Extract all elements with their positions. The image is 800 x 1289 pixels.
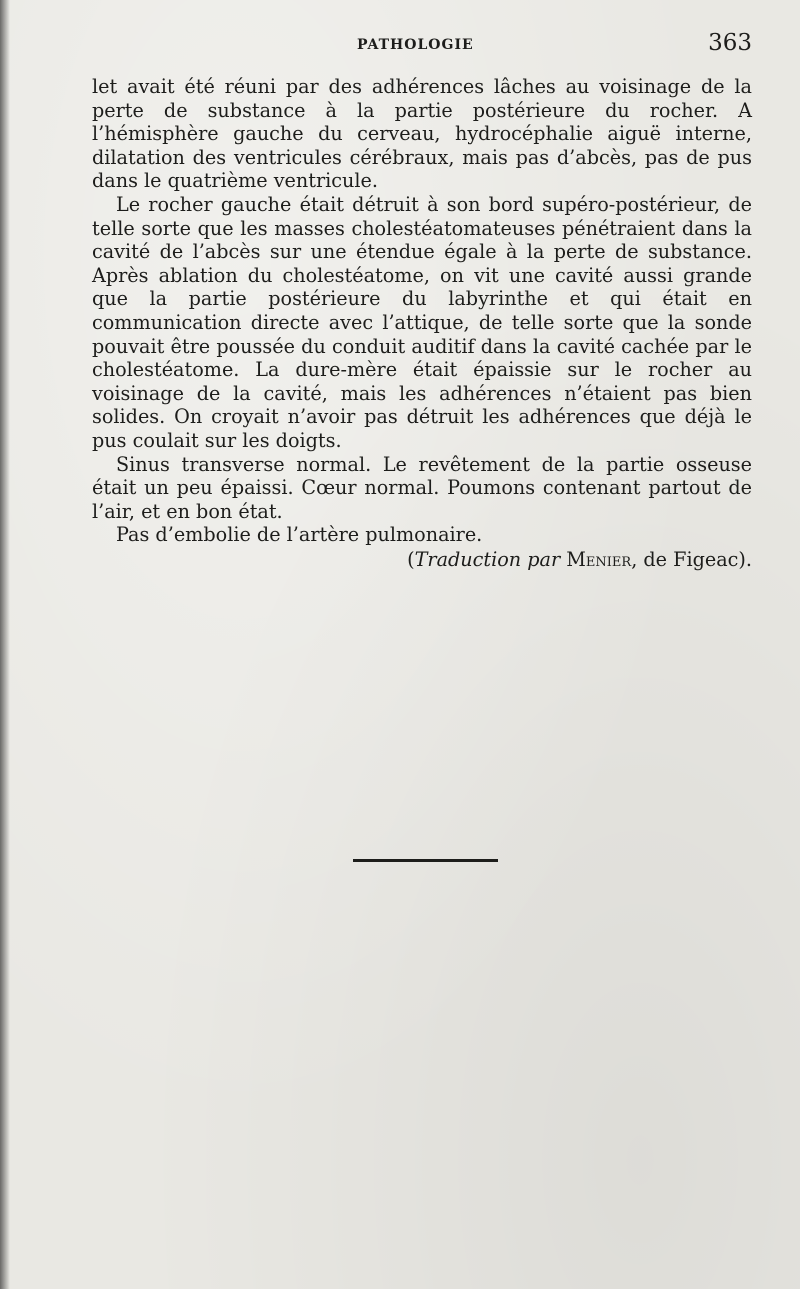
running-title: PATHOLOGIE bbox=[357, 37, 474, 53]
paragraph-3: Sinus transverse normal. Le revêtement de la partie osseuse était un peu épaissi. Cœur normal. Poumons contenant partout de l’air, et en bon état. bbox=[92, 452, 752, 523]
translation-credit bbox=[92, 548, 752, 572]
credit-author: Menier bbox=[566, 547, 632, 571]
body-text bbox=[92, 75, 752, 571]
page-number: 363 bbox=[708, 30, 752, 56]
page-edge-shadow bbox=[0, 0, 10, 1289]
paragraph-2: Le rocher gauche était détruit à son bord supéro-postérieur, de telle sorte que les masses cholestéatomateuses pénétraient dans la cavité de l’abcès sur une étendue égale à la perte de substance. Après ablation du cholestéatome, on vit une cavité aussi grande que la partie postérieure du labyrinthe et qui était en communication directe avec l’attique, de telle sorte que la sonde pouvait être poussée du conduit auditif dans la cavité cachée par le cholestéatome. La dure-mère était épaissie sur le rocher au voisinage de la cavité, mais les adhérences n’étaient pas bien solides. On croyait n’avoir pas détruit les adhérences que déjà le pus coulait sur les doigts. bbox=[92, 192, 752, 452]
paragraph-1: let avait été réuni par des adhérences lâches au voisinage de la perte de substance à la partie postérieure du rocher. A l’hémisphère gauche du cerveau, hydrocéphalie aiguë interne, dilatation des ventricules cérébraux, mais pas d’abcès, pas de pus dans le quatrième ventricule. bbox=[92, 75, 752, 193]
end-rule bbox=[353, 859, 498, 862]
credit-open-paren: ( bbox=[407, 547, 415, 571]
credit-rest: , de Figeac). bbox=[631, 547, 752, 571]
paragraph-4: Pas d’embolie de l’artère pulmonaire. bbox=[116, 523, 483, 547]
credit-label: Traduction par bbox=[414, 547, 561, 571]
